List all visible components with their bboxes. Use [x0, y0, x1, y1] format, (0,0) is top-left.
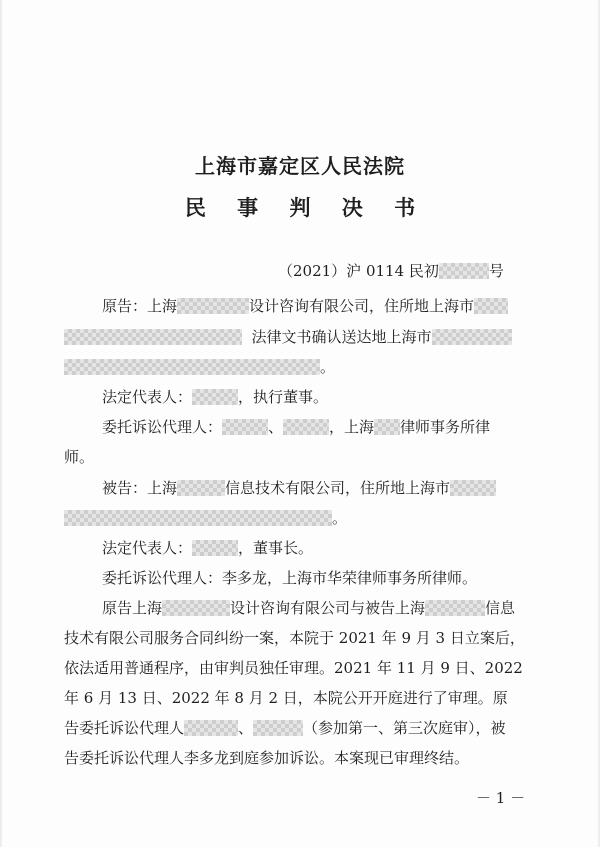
redaction-mark: [177, 480, 225, 496]
document-type: 民 事 判 决 书: [184, 196, 428, 220]
legal-representative-label: 法定代表人：: [102, 388, 193, 406]
summary-line-1: [64, 598, 544, 618]
sentence-end: 。: [320, 358, 336, 376]
defendant-line-1: [64, 478, 544, 498]
redaction-mark: [64, 510, 332, 526]
redaction-mark: [192, 389, 238, 405]
summary-line-3: 依法适用普通程序，由审判员独任审理。2021 年 11 月 9 日、2022: [64, 659, 523, 677]
defendant-agent: [64, 568, 544, 588]
sentence-end: 。: [332, 509, 348, 527]
defendant-label: 被告：上海: [102, 479, 178, 497]
plaintiff-line-3: [64, 357, 544, 377]
redaction-mark: [222, 419, 268, 435]
agent-title: 师。: [64, 448, 95, 466]
redaction-mark: [177, 298, 249, 314]
agent-label: 委托诉讼代理人：: [102, 418, 223, 436]
agent-firm-suffix: 律师事务所律: [400, 418, 491, 436]
plaintiff-agent-line-2: [64, 447, 544, 467]
defendant-representative: [64, 538, 544, 558]
defendant-agent-text: 委托诉讼代理人：李多龙，上海市华荣律师事务所律师。: [102, 569, 478, 587]
redaction-mark: [425, 600, 485, 616]
redaction-mark: [192, 540, 238, 556]
redaction-mark: [64, 329, 242, 345]
separator: 、: [238, 719, 254, 737]
scan-edge-left: [0, 0, 3, 847]
redaction-mark: [184, 720, 238, 736]
case-number-suffix: 号: [488, 262, 504, 280]
legal-representative-label: 法定代表人：: [102, 539, 193, 557]
summary-text: 设计咨询有限公司与被告上海: [230, 599, 426, 617]
redaction-mark: [283, 419, 329, 435]
agent-firm-prefix: ，上海: [329, 418, 375, 436]
summary-line-4: 年 6 月 13 日、2022 年 8 月 2 日，本院公开开庭进行了审理。原: [64, 689, 508, 707]
case-number: [278, 261, 504, 281]
redaction-mark: [162, 600, 230, 616]
summary-line-5: [64, 718, 544, 738]
case-number-prefix: （2021）沪 0114 民初: [278, 262, 439, 280]
defendant-company-type: 信息技术有限公司，住所地上海市: [225, 479, 451, 497]
summary-text: （参加第一、第三次庭审），被: [303, 719, 506, 737]
plaintiff-company-type: 设计咨询有限公司，住所地上海市: [249, 297, 475, 315]
page-number: － 1 －: [476, 789, 526, 807]
summary-text: 告委托诉讼代理人: [64, 719, 185, 737]
summary-line-2: 技术有限公司服务合同纠纷一案，本院于 2021 年 9 月 3 日立案后，: [64, 629, 525, 647]
service-address-label: 法律文书确认送达地上海市: [251, 328, 432, 346]
plaintiff-line-1: [64, 296, 544, 316]
redaction-mark: [474, 298, 508, 314]
redaction-mark: [432, 329, 512, 345]
defendant-line-2: [64, 508, 544, 528]
summary-text: 信息: [485, 599, 516, 617]
plaintiff-agent-line-1: [64, 417, 544, 437]
redaction-mark: [439, 263, 489, 279]
summary-text: 原告上海: [102, 599, 163, 617]
plaintiff-line-2: [64, 327, 544, 347]
redaction-mark: [64, 359, 320, 375]
summary-line-6: 告委托诉讼代理人李多龙到庭参加诉讼。本案现已审理终结。: [64, 749, 470, 767]
plaintiff-representative: [64, 387, 544, 407]
redaction-mark: [450, 480, 496, 496]
plaintiff-label: 原告：上海: [102, 297, 178, 315]
redaction-mark: [253, 720, 303, 736]
representative-title: ，董事长。: [238, 539, 314, 557]
redaction-mark: [374, 419, 400, 435]
separator: 、: [268, 418, 284, 436]
court-name: 上海市嘉定区人民法院: [195, 154, 405, 178]
representative-title: ，执行董事。: [238, 388, 329, 406]
